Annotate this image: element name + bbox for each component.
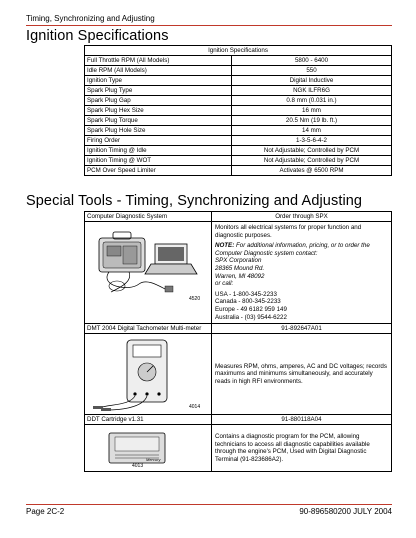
table-row (85, 106, 392, 116)
tool-name: Computer Diagnostic System (85, 212, 212, 222)
cartridge-brand-label: Mercury (146, 457, 161, 463)
tool-description: Contains a diagnostic program for the PCM, allowing technicians to access all diagnostic capabilities available through the engine's PCM, Used with Digital Diagnostic Terminal (91-823686A2). (212, 425, 392, 472)
address-line: SPX Corporation (215, 257, 262, 265)
figure-number: 4520 (189, 296, 201, 302)
table-row (85, 212, 392, 222)
table-row (85, 86, 392, 96)
special-tools-heading: Special Tools - Timing, Synchronizing and Adjusting (26, 193, 363, 209)
spec-label: Spark Plug Type (85, 86, 232, 96)
tool-name: DMT 2004 Digital Tachometer Multi-meter (85, 324, 212, 334)
tool-description-text: Monitors all electrical systems for proper function and diagnostic purposes. (215, 224, 362, 239)
address-line: 28365 Mound Rd. (215, 264, 265, 272)
spec-value: 0.8 mm (0.031 in.) (232, 96, 392, 106)
tool-image-cell (85, 334, 212, 415)
phone-line: USA - 1-800-345-2233 (215, 290, 277, 298)
spec-value: Digital Inductive (232, 76, 392, 86)
document-number: 90-896580200 JULY 2004 (299, 507, 392, 516)
ddt-cartridge-illustration (89, 429, 203, 469)
table-row (85, 56, 392, 66)
table-row (85, 146, 392, 156)
table-row (85, 222, 392, 324)
spec-label: PCM Over Speed Limiter (85, 166, 232, 176)
note-text: For additional information, pricing, or to order the Computer Diagnostic system contact: (215, 242, 370, 257)
spec-value: 16 mm (232, 106, 392, 116)
phone-line: Europe - 49 6182 959 149 (215, 305, 287, 313)
tool-image-cell (85, 425, 212, 472)
table-row (85, 425, 392, 472)
note-label: NOTE: (215, 242, 235, 250)
spec-label: Firing Order (85, 136, 232, 146)
table-row (85, 136, 392, 146)
header-rule (26, 25, 392, 26)
spec-label: Ignition Timing @ WOT (85, 156, 232, 166)
table-row (85, 126, 392, 136)
figure-number: 4014 (189, 404, 201, 411)
table-row (85, 76, 392, 86)
table-row (85, 166, 392, 176)
spec-label: Spark Plug Gap (85, 96, 232, 106)
table-row (85, 66, 392, 76)
phone-line: Canada - 800-345-2233 (215, 298, 281, 306)
note (215, 242, 388, 257)
tool-description (212, 222, 392, 324)
spec-value: 14 mm (232, 126, 392, 136)
table-row (85, 334, 392, 415)
figure-number: 4013 (132, 463, 144, 470)
multimeter-illustration (89, 338, 203, 412)
spec-label: Spark Plug Hole Size (85, 126, 232, 136)
running-header: Timing, Synchronizing and Adjusting (26, 14, 155, 23)
spec-value: 20.5 Nm (19 lb. ft.) (232, 116, 392, 126)
spec-value: Not Adjustable; Controlled by PCM (232, 146, 392, 156)
tool-part-number: 91-880118A04 (212, 415, 392, 425)
spec-label: Ignition Type (85, 76, 232, 86)
spec-label: Ignition Timing @ Idle (85, 146, 232, 156)
computer-diagnostic-system-illustration (89, 226, 203, 304)
tool-name: DDT Cartridge v1.31 (85, 415, 212, 425)
page-number: Page 2C-2 (26, 507, 65, 516)
table-row (85, 156, 392, 166)
spec-label: Spark Plug Torque (85, 116, 232, 126)
table-row (85, 415, 392, 425)
table-row (85, 96, 392, 106)
spec-value: 1-3-5-6-4-2 (232, 136, 392, 146)
table-row (85, 116, 392, 126)
spec-value: 5800 - 6400 (232, 56, 392, 66)
tool-part-number: Order through SPX (212, 212, 392, 222)
tool-part-number: 91-892647A01 (212, 324, 392, 334)
footer-rule (26, 504, 392, 505)
spec-value: Not Adjustable; Controlled by PCM (232, 156, 392, 166)
tool-image-cell (85, 222, 212, 324)
special-tools-table (84, 211, 392, 472)
spec-label: Idle RPM (All Models) (85, 66, 232, 76)
spec-value: NGK ILFR6G (232, 86, 392, 96)
spec-label: Full Throttle RPM (All Models) (85, 56, 232, 66)
spec-value: Activates @ 6500 RPM (232, 166, 392, 176)
table-row (85, 324, 392, 334)
spec-value: 550 (232, 66, 392, 76)
ignition-heading: Ignition Specifications (26, 28, 169, 44)
tool-description: Measures RPM, ohms, amperes, AC and DC voltages; records maximums and minimums simultaneously, and accurately reads in high RFI environments. (212, 334, 392, 415)
address-line: Warren, MI 48092 (215, 272, 265, 280)
address-line: or call: (215, 280, 234, 288)
phone-line: Australia - (03) 9544-6222 (215, 313, 287, 321)
ignition-spec-table (84, 45, 392, 176)
spec-label: Spark Plug Hex Size (85, 106, 232, 116)
spec-table-title: Ignition Specifications (85, 46, 392, 56)
